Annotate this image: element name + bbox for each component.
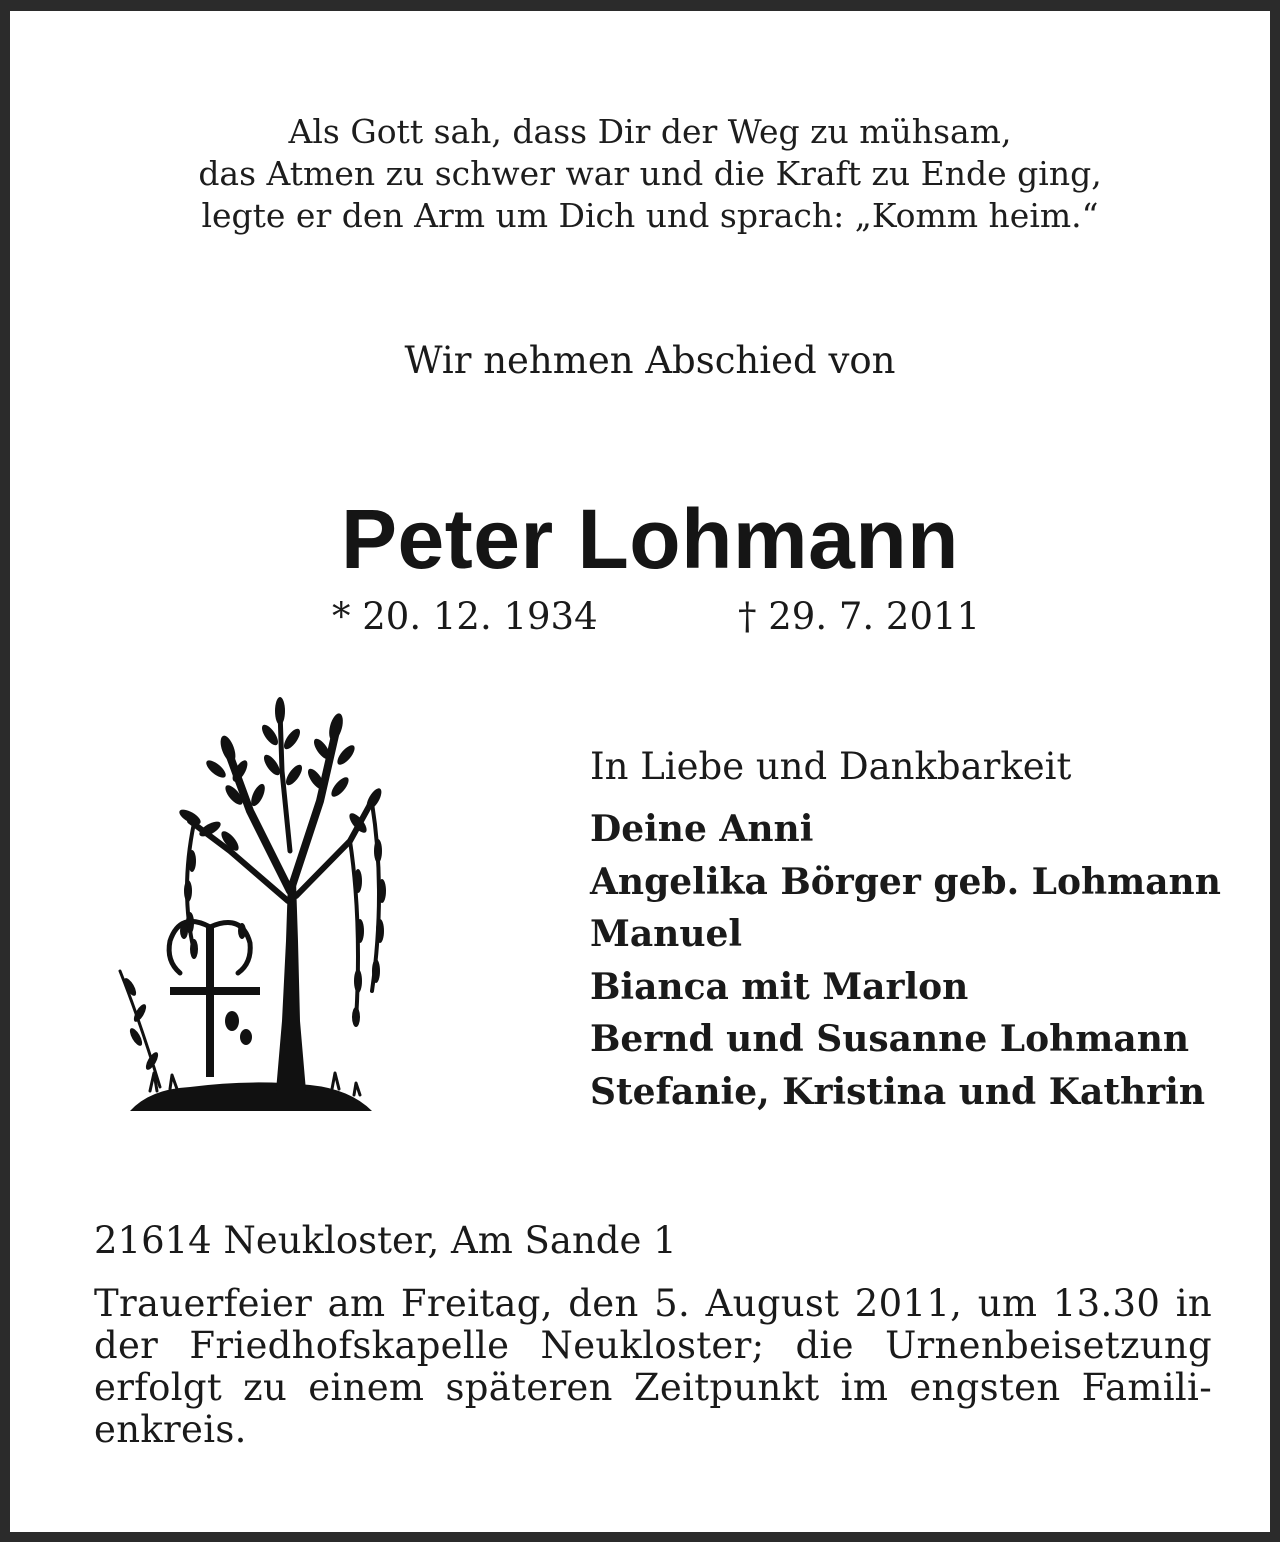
poem-line: Als Gott sah, dass Dir der Weg zu mühsam, [288, 112, 1012, 151]
birth-date: * 20. 12. 1934 [332, 595, 598, 638]
mourner: Manuel [590, 913, 743, 955]
poem-line: legte er den Arm um Dich und sprach: „Komm heim.“ [201, 196, 1099, 235]
willow-tree-with-cross-icon [110, 691, 390, 1131]
mourner: Bianca mit Marlon [590, 965, 969, 1008]
mourner: Angelika Börger geb. Lohmann [590, 860, 1221, 903]
death-date: † 29. 7. 2011 [738, 595, 981, 638]
poem-line: das Atmen zu schwer war und die Kraft zu Ende ging, [198, 154, 1102, 193]
address: 21614 Neukloster, Am Sande 1 [94, 1219, 677, 1262]
dedication: In Liebe und Dankbarkeit [590, 745, 1072, 788]
mourners-list [590, 803, 1221, 1118]
mourner: Deine Anni [590, 808, 814, 850]
mourner: Stefanie, Kristina und Kathrin [590, 1070, 1205, 1113]
deceased-name: Peter Lohmann [341, 492, 959, 586]
farewell-line: Wir nehmen Abschied von [404, 339, 896, 382]
poem [10, 111, 1280, 237]
funeral-service-info: Trauerfeier am Freitag, den 5. August 2011, um 13.30 in der Friedhofskapelle Neukloster; die Urnenbeisetzung erfolgt zu einem späteren Zeitpunkt im engsten Famili-enkreis. [94, 1282, 1212, 1451]
mourner: Bernd und Susanne Lohmann [590, 1018, 1190, 1060]
